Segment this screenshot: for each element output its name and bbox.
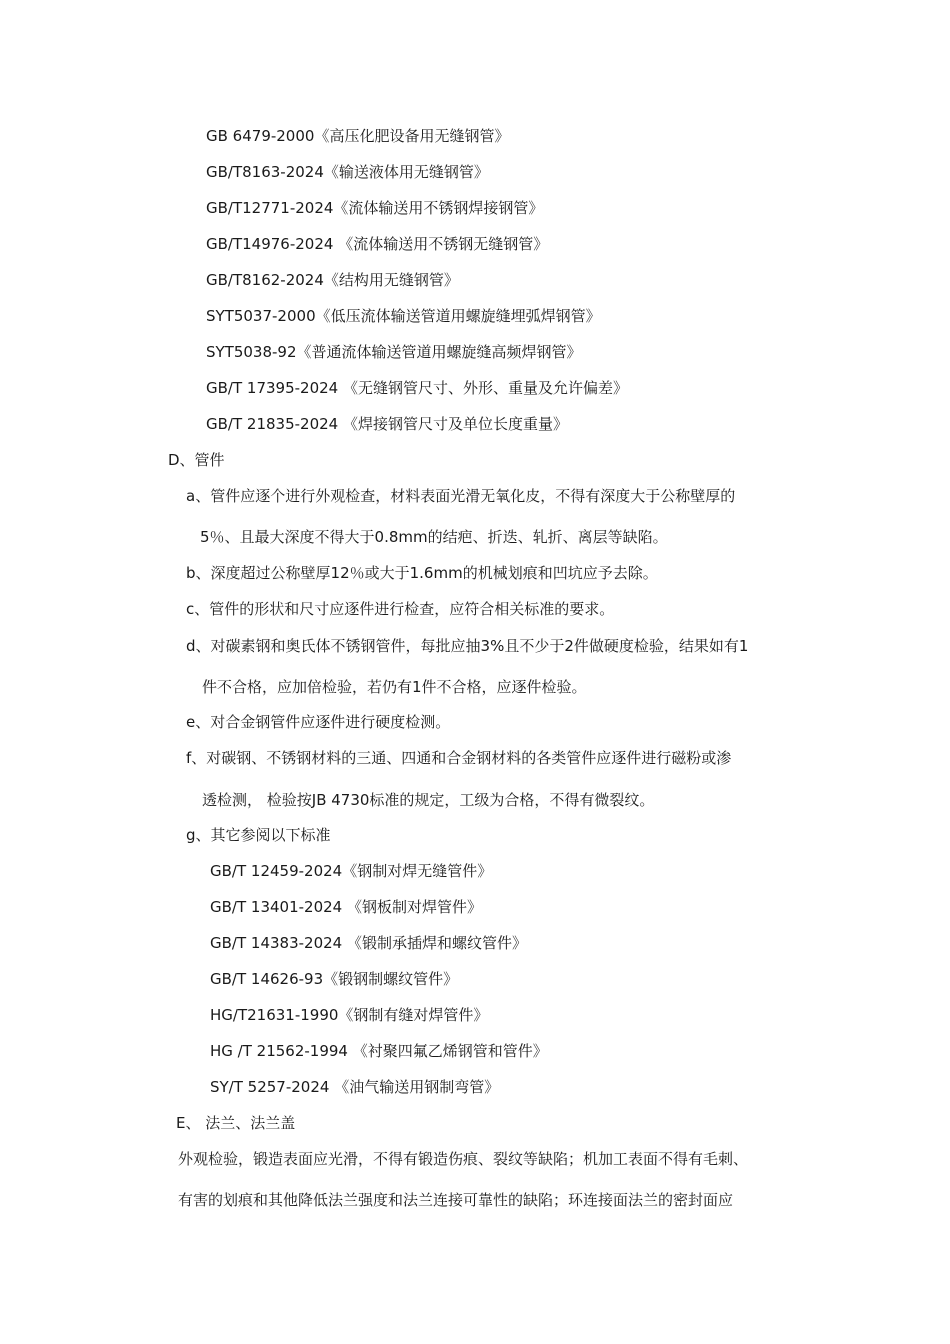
standard-item: SY/T 5257-2024 《油气输送用钢制弯管》 [210, 1078, 500, 1096]
section-heading-e: E、 法兰、法兰盖 [176, 1114, 296, 1132]
paragraph-line: a、管件应逐个进行外观检查，材料表面光滑无氧化皮，不得有深度大于公称壁厚的 [186, 487, 736, 505]
standard-item: HG /T 21562-1994 《衬聚四氟乙烯钢管和管件》 [210, 1042, 548, 1060]
paragraph-line: 透检测， 检验按JB 4730标准的规定，工级为合格，不得有微裂纹。 [202, 791, 655, 809]
standard-item: GB/T14976-2024 《流体输送用不锈钢无缝钢管》 [206, 235, 549, 253]
paragraph-line: 有害的划痕和其他降低法兰强度和法兰连接可靠性的缺陷；环连接面法兰的密封面应 [178, 1191, 734, 1209]
paragraph-line: 件不合格，应加倍检验，若仍有1件不合格，应逐件检验。 [202, 678, 587, 696]
paragraph-line: 5％、且最大深度不得大于0.8mm的结疤、折迭、轧折、离层等缺陷。 [200, 528, 668, 546]
paragraph-line: f、对碳钢、不锈钢材料的三通、四通和合金钢材料的各类管件应逐件进行磁粉或渗 [186, 749, 732, 767]
paragraph-line: e、对合金钢管件应逐件进行硬度检测。 [186, 713, 451, 731]
paragraph-line: b、深度超过公称壁厚12％或大于1.6mm的机械划痕和凹坑应予去除。 [186, 564, 658, 582]
standard-item: GB/T 12459-2024《钢制对焊无缝管件》 [210, 862, 493, 880]
standard-item: GB/T 17395-2024 《无缝钢管尺寸、外形、重量及允许偏差》 [206, 379, 628, 397]
standard-item: GB/T 14626-93《锻钢制螺纹管件》 [210, 970, 459, 988]
standard-item: SYT5037-2000《低压流体输送管道用螺旋缝埋弧焊钢管》 [206, 307, 601, 325]
paragraph-line: c、管件的形状和尺寸应逐件进行检查，应符合相关标准的要求。 [186, 600, 615, 618]
standard-item: SYT5038-92《普通流体输送管道用螺旋缝高频焊钢管》 [206, 343, 582, 361]
paragraph-line: d、对碳素钢和奥氏体不锈钢管件，每批应抽3%且不少于2件做硬度检验，结果如有1 [186, 637, 749, 655]
standard-item: GB/T12771-2024《流体输送用不锈钢焊接钢管》 [206, 199, 544, 217]
standard-item: GB/T8162-2024《结构用无缝钢管》 [206, 271, 459, 289]
paragraph-line: g、其它参阅以下标准 [186, 826, 331, 844]
paragraph-line: 外观检验，锻造表面应光滑，不得有锻造伤痕、裂纹等缺陷；机加工表面不得有毛刺、 [178, 1150, 749, 1168]
standard-item: GB/T 21835-2024 《焊接钢管尺寸及单位长度重量》 [206, 415, 568, 433]
standard-item: GB/T 14383-2024 《锻制承插焊和螺纹管件》 [210, 934, 527, 952]
standard-item: HG/T21631-1990《钢制有缝对焊管件》 [210, 1006, 489, 1024]
standard-item: GB 6479-2000《高压化肥设备用无缝钢管》 [206, 127, 510, 145]
standard-item: GB/T8163-2024《输送液体用无缝钢管》 [206, 163, 489, 181]
section-heading-d: D、管件 [168, 451, 225, 469]
standard-item: GB/T 13401-2024 《钢板制对焊管件》 [210, 898, 482, 916]
